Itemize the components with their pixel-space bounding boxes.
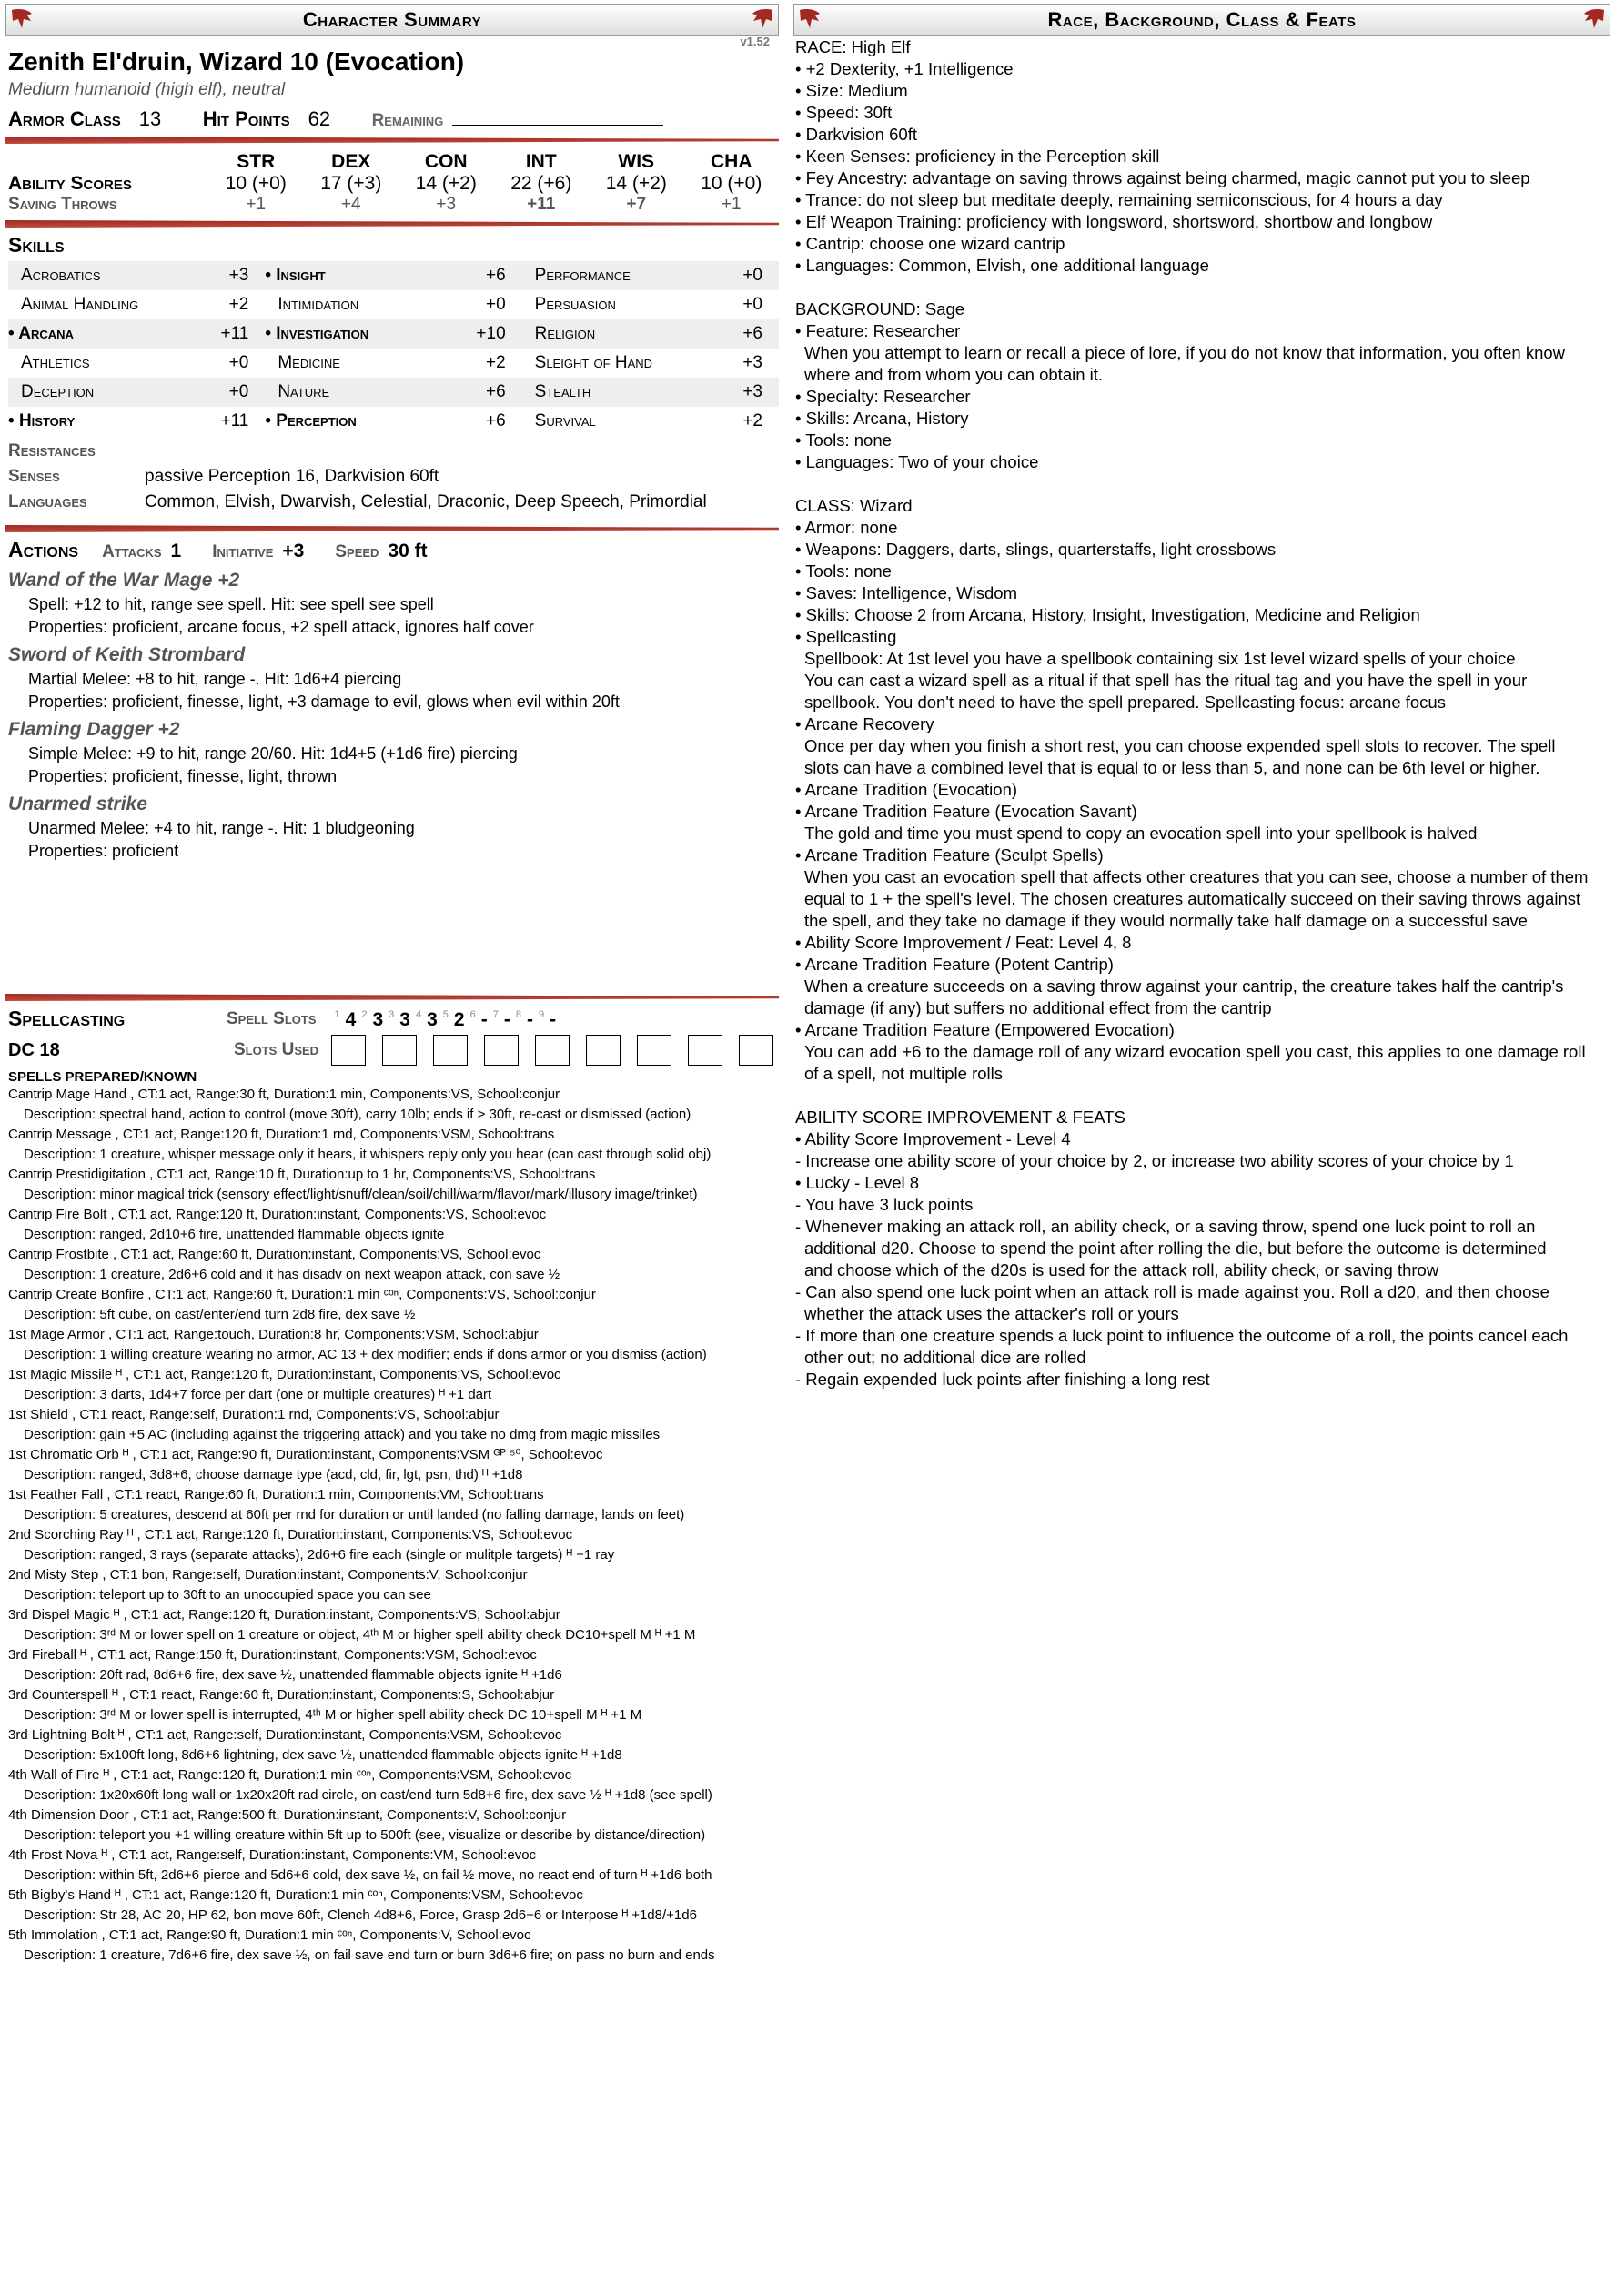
feature-line: • Feature: Researcher bbox=[795, 321, 961, 340]
languages-label: Languages bbox=[8, 492, 87, 511]
languages-value: Common, Elvish, Dwarvish, Celestial, Draconic, Deep Speech, Primordial bbox=[145, 492, 707, 511]
ability-name: CON bbox=[424, 151, 468, 172]
divider bbox=[5, 137, 779, 144]
spell-description: Description: 5ft cube, on cast/enter/end turn 2d8 fire, dex save ½ bbox=[24, 1307, 416, 1322]
slot-used-checkbox[interactable] bbox=[586, 1035, 621, 1066]
spell-slot bbox=[416, 1007, 438, 1031]
slot-used-checkbox[interactable] bbox=[433, 1035, 468, 1066]
divider bbox=[5, 220, 779, 228]
languages-row bbox=[8, 492, 779, 512]
feature-line: • Arcane Tradition Feature (Empowered Evocation) bbox=[795, 1020, 1175, 1039]
divider bbox=[5, 525, 779, 532]
saving-throws-label: Saving Throws bbox=[8, 195, 117, 214]
ability-corner bbox=[8, 151, 208, 173]
spell-slot bbox=[361, 1007, 383, 1031]
feature-line: CLASS: Wizard bbox=[795, 496, 913, 515]
spell-description: Description: gain +5 AC (including against the triggering attack) and you take no dmg from magic missiles bbox=[24, 1427, 661, 1442]
spell-description: Description: 5 creatures, descend at 60ft per rnd for duration or until landed (no falling damage, lands on feet) bbox=[24, 1507, 685, 1522]
weapon-detail: Properties: proficient bbox=[28, 842, 179, 860]
spell-slot-level: 9 bbox=[538, 1009, 545, 1021]
spell-entry: 3rd Lightning Bolt ᴴ , CT:1 act, Range:self, Duration:instant, Components:VSM, School:evoc bbox=[8, 1727, 562, 1743]
skill-name: • History bbox=[8, 411, 210, 431]
feature-line: • Keen Senses: proficiency in the Perception skill bbox=[795, 147, 1160, 166]
weapon-detail: Properties: proficient, finesse, light, thrown bbox=[28, 767, 338, 785]
spell-slot bbox=[470, 1007, 488, 1031]
feature-line: • Weapons: Daggers, darts, slings, quarterstaffs, light crossbows bbox=[795, 540, 1277, 559]
spell-entry: 1st Feather Fall , CT:1 react, Range:60 ft, Duration:1 min, Components:VM, School:trans bbox=[8, 1487, 544, 1502]
weapon-detail: Properties: proficient, arcane focus, +2 spell attack, ignores half cover bbox=[28, 618, 534, 636]
spell-entry: 3rd Dispel Magic ᴴ , CT:1 act, Range:120 ft, Duration:instant, Components:VS, School:abjur bbox=[8, 1607, 560, 1623]
skill-value: +3 bbox=[742, 382, 762, 401]
ability-score: 10 (+0) bbox=[701, 173, 762, 194]
skill-row bbox=[8, 378, 779, 407]
spell-description: Description: 3ʳᵈ M or lower spell is interrupted, 4ᵗʰ M or higher spell ability check DC 10+spell M ᴴ +1 M bbox=[24, 1707, 642, 1723]
skill-value: +0 bbox=[742, 266, 762, 285]
ability-score: 10 (+0) bbox=[225, 173, 287, 194]
feature-line: damage (if any) but suffers no additional effect from the cantrip bbox=[804, 998, 1272, 1017]
spell-description: Description: 20ft rad, 8d6+6 fire, dex save ½, unattended flammable objects ignite ᴴ +1d6 bbox=[24, 1667, 562, 1683]
spell-entry: 1st Mage Armor , CT:1 act, Range:touch, Duration:8 hr, Components:VSM, School:abjur bbox=[8, 1327, 539, 1342]
feature-line: Once per day when you finish a short rest, you can choose expended spell slots to recover. The spell bbox=[804, 736, 1556, 755]
feature-line: • Armor: none bbox=[795, 518, 898, 537]
ability-scores-label: Ability Scores bbox=[8, 173, 132, 194]
spell-slot-count: - bbox=[526, 1008, 533, 1030]
character-name: Zenith El'druin, Wizard 10 (Evocation) bbox=[8, 47, 465, 76]
feature-line: • Skills: Choose 2 from Arcana, History, Insight, Investigation, Medicine and Religion bbox=[795, 605, 1420, 624]
skill-value: +0 bbox=[228, 353, 249, 372]
speed-value: 30 ft bbox=[388, 541, 428, 561]
ability-name: WIS bbox=[618, 151, 655, 172]
race-class-header bbox=[793, 4, 1610, 36]
spellcasting-header bbox=[8, 1006, 779, 1031]
prepared-heading: SPELLS PREPARED/KNOWN bbox=[8, 1069, 197, 1085]
spell-entry: 5th Bigby's Hand ᴴ , CT:1 act, Range:120 ft, Duration:1 min ᶜᵒⁿ, Components:VSM, School:evoc bbox=[8, 1887, 583, 1903]
spell-description: Description: within 5ft, 2d6+6 pierce and 5d6+6 cold, dex save ½, on fail ½ move, no react end of turn ᴴ +1d6 both bbox=[24, 1867, 712, 1883]
skill-value: +3 bbox=[742, 353, 762, 372]
slot-used-checkbox[interactable] bbox=[739, 1035, 773, 1066]
spell-description: Description: spectral hand, action to control (move 30ft), carry 10lb; ends if > 30ft, re-cast or dismissed (action) bbox=[24, 1107, 691, 1122]
spell-slot bbox=[493, 1007, 510, 1031]
character-subtitle: Medium humanoid (high elf), neutral bbox=[8, 80, 286, 99]
spell-slot bbox=[539, 1007, 556, 1031]
skill-value: +2 bbox=[485, 353, 506, 372]
feature-line: • Languages: Two of your choice bbox=[795, 452, 1039, 471]
feature-line: • Lucky - Level 8 bbox=[795, 1173, 920, 1192]
feature-line: • Tools: none bbox=[795, 561, 892, 581]
skill-row bbox=[8, 290, 779, 319]
race-class-column bbox=[793, 0, 1610, 1391]
hp-label: Hit Points bbox=[202, 107, 290, 130]
spell-slot bbox=[389, 1007, 410, 1031]
feature-line: When a creature succeeds on a saving throw against your cantrip, the creature takes half the cantrip's bbox=[804, 976, 1564, 996]
spellcasting-heading: Spellcasting bbox=[8, 1006, 126, 1030]
character-summary-column bbox=[5, 0, 779, 1966]
feature-line: • Arcane Tradition (Evocation) bbox=[795, 780, 1018, 799]
skill-value: +6 bbox=[485, 382, 506, 401]
ability-score: 14 (+2) bbox=[605, 173, 667, 194]
feature-line: other out; no additional dice are rolled bbox=[804, 1348, 1086, 1367]
feature-line: • Trance: do not sleep but meditate deeply, remaining semiconscious, for 4 hours a day bbox=[795, 190, 1443, 209]
spell-entry: 3rd Fireball ᴴ , CT:1 act, Range:150 ft, Duration:instant, Components:VSM, School:evoc bbox=[8, 1647, 537, 1663]
spell-entry: 4th Frost Nova ᴴ , CT:1 act, Range:self, Duration:instant, Components:VM, School:evoc bbox=[8, 1847, 537, 1863]
skill-value: +6 bbox=[742, 324, 762, 343]
skill-value: +2 bbox=[228, 295, 249, 314]
skill-name: Religion bbox=[534, 324, 596, 343]
skill-value: +10 bbox=[476, 324, 506, 343]
feature-line: additional d20. Choose to spend the point after rolling the die, but before the outcome is determined bbox=[804, 1239, 1547, 1258]
skill-name: • Perception bbox=[265, 411, 467, 431]
weapon-detail: Martial Melee: +8 to hit, range -. Hit: 1d6+4 piercing bbox=[28, 670, 402, 688]
feature-line: - Whenever making an attack roll, an ability check, or a saving throw, spend one luck point to roll an bbox=[795, 1217, 1536, 1236]
feature-line: - If more than one creature spends a luck point to influence the outcome of a roll, the points cancel each bbox=[795, 1326, 1569, 1345]
ac-label: Armor Class bbox=[8, 107, 121, 130]
feature-line: and choose which of the d20s is used for the attack roll, ability check, or saving throw bbox=[804, 1260, 1439, 1279]
feature-line: where and from whom you can obtain it. bbox=[804, 365, 1104, 384]
spell-entry: 4th Wall of Fire ᴴ , CT:1 act, Range:120 ft, Duration:1 min ᶜᵒⁿ, Components:VSM, School:evoc bbox=[8, 1767, 572, 1783]
spell-description: Description: ranged, 3 rays (separate attacks), 2d6+6 fire each (single or mulitple targets) ᴴ +1 ray bbox=[24, 1547, 615, 1563]
feature-line: spellbook. You don't need to have the spell prepared. Spellcasting focus: arcane focus bbox=[804, 693, 1446, 712]
skill-name: Intimidation bbox=[278, 295, 359, 314]
skill-name: Survival bbox=[534, 411, 596, 430]
spell-description: Description: ranged, 3d8+6, choose damage type (acd, cld, fir, lgt, psn, thd) ᴴ +1d8 bbox=[24, 1467, 523, 1482]
skill-value: +0 bbox=[228, 382, 249, 401]
weapon-detail: Unarmed Melee: +4 to hit, range -. Hit: 1 bludgeoning bbox=[28, 819, 415, 837]
spell-entry: 4th Dimension Door , CT:1 act, Range:500 ft, Duration:instant, Components:V, School:conjur bbox=[8, 1807, 567, 1823]
skill-name: Athletics bbox=[21, 353, 90, 372]
spells-list bbox=[5, 1085, 779, 1966]
feature-line: • Ability Score Improvement - Level 4 bbox=[795, 1129, 1071, 1148]
spell-slot-level: 1 bbox=[334, 1009, 340, 1021]
spell-slot-count: 2 bbox=[453, 1008, 465, 1030]
ability-name: INT bbox=[525, 151, 557, 172]
weapon-detail: Simple Melee: +9 to hit, range 20/60. Hit: 1d4+5 (+1d6 fire) piercing bbox=[28, 744, 518, 763]
weapon-detail: Properties: proficient, finesse, light, +3 damage to evil, glows when evil within 20ft bbox=[28, 693, 620, 711]
feature-line: The gold and time you must spend to copy an evocation spell into your spellbook is halved bbox=[804, 824, 1478, 843]
senses-row bbox=[8, 467, 779, 487]
feature-line: Spellbook: At 1st level you have a spellbook containing six 1st level wizard spells of your choice bbox=[804, 649, 1516, 668]
dragon-logo-icon bbox=[750, 6, 775, 32]
spell-entry: 1st Chromatic Orb ᴴ , CT:1 act, Range:90 ft, Duration:instant, Components:VSM ᴳᴾ ⁵⁰, School:evoc bbox=[8, 1447, 603, 1462]
skill-name: Persuasion bbox=[534, 295, 616, 314]
skills-table bbox=[8, 261, 779, 436]
spell-description: Description: Str 28, AC 20, HP 62, bon move 60ft, Clench 4d8+6, Force, Grasp 2d6+6 or Interpose ᴴ +1d8/+1d6 bbox=[24, 1907, 697, 1923]
remaining-hp-field[interactable] bbox=[452, 108, 663, 126]
weapon-name: Flaming Dagger +2 bbox=[8, 719, 180, 740]
spell-slot-count: 3 bbox=[427, 1008, 438, 1030]
feature-line: • Arcane Recovery bbox=[795, 714, 934, 733]
spell-description: Description: 5x100ft long, 8d6+6 lightning, dex save ½, unattended flammable objects ignite ᴴ +1d8 bbox=[24, 1747, 622, 1763]
ability-score: 14 (+2) bbox=[415, 173, 477, 194]
skill-value: +0 bbox=[742, 295, 762, 314]
slots-used-boxes bbox=[315, 1035, 773, 1066]
feature-line: You can cast a wizard spell as a ritual if that spell has the ritual tag and you have the spell in your bbox=[804, 671, 1528, 690]
spell-slot-level: 2 bbox=[361, 1009, 368, 1021]
spell-entry: Cantrip Frostbite , CT:1 act, Range:60 ft, Duration:instant, Components:VS, School:evoc bbox=[8, 1247, 541, 1262]
hp-value: 62 bbox=[308, 107, 331, 130]
slot-used-checkbox[interactable] bbox=[637, 1035, 671, 1066]
saving-throw: +1 bbox=[246, 195, 267, 214]
feature-line: • Languages: Common, Elvish, one additional language bbox=[795, 256, 1209, 275]
weapon-name: Sword of Keith Strombard bbox=[8, 644, 246, 665]
skill-name: • Investigation bbox=[265, 324, 467, 344]
feature-line: When you cast an evocation spell that affects other creatures that you can see, choose a number of them bbox=[804, 867, 1589, 886]
feature-line: • Arcane Tradition Feature (Sculpt Spells) bbox=[795, 845, 1104, 865]
spell-description: Description: 3 darts, 1d4+7 force per dart (one or multiple creatures) ᴴ +1 dart bbox=[24, 1387, 492, 1402]
spell-slot-count: - bbox=[480, 1008, 488, 1030]
weapon-name: Wand of the War Mage +2 bbox=[8, 570, 240, 591]
spell-description: Description: teleport up to 30ft to an unoccupied space you can see bbox=[24, 1587, 431, 1603]
feature-line: When you attempt to learn or recall a piece of lore, if you do not know that information, you often know bbox=[804, 343, 1566, 362]
skill-row bbox=[8, 319, 779, 349]
initiative-value: +3 bbox=[282, 541, 305, 561]
spell-description: Description: 1 creature, 2d6+6 cold and it has disadv on next weapon attack, con save ½ bbox=[24, 1267, 560, 1282]
skill-name: Medicine bbox=[278, 353, 340, 372]
skill-value: +0 bbox=[485, 295, 506, 314]
feature-line: • Skills: Arcana, History bbox=[795, 409, 969, 428]
actions-heading: Actions bbox=[8, 538, 79, 561]
slots-used-row bbox=[8, 1035, 779, 1066]
feature-line: - You have 3 luck points bbox=[795, 1195, 974, 1214]
skill-name: • Insight bbox=[265, 266, 467, 286]
spell-description: Description: minor magical trick (sensory effect/light/snuff/clean/soil/chill/warm/flavor/mark/illusory image/trinket) bbox=[24, 1187, 698, 1202]
attacks-value: 1 bbox=[170, 541, 182, 561]
spell-slot-count: 3 bbox=[399, 1008, 410, 1030]
ability-name: DEX bbox=[331, 151, 371, 172]
spell-slot-level: 6 bbox=[469, 1009, 476, 1021]
skill-value: +6 bbox=[485, 266, 506, 285]
spell-description: Description: teleport you +1 willing creature within 5ft up to 500ft (see, visualize or describe by distance/direction) bbox=[24, 1827, 706, 1843]
feature-line: - Regain expended luck points after finishing a long rest bbox=[795, 1370, 1210, 1389]
resistances-row bbox=[8, 441, 779, 461]
feature-line: equal to 1 + the spell's level. The chosen creatures automatically succeed on their saving throws against bbox=[804, 889, 1581, 908]
skill-value: +11 bbox=[220, 411, 249, 430]
resistances-label: Resistances bbox=[8, 441, 96, 460]
spell-description: Description: 1 creature, 7d6+6 fire, dex save ½, on fail save end turn or burn 3d6+6 fire; on pass no burn and ends bbox=[24, 1947, 715, 1963]
race-class-title: Race, Background, Class & Feats bbox=[1047, 8, 1357, 31]
version-label: v1.52 bbox=[740, 35, 770, 48]
skill-name: Nature bbox=[278, 382, 330, 401]
feature-line: • Speed: 30ft bbox=[795, 103, 893, 122]
remaining-label: Remaining bbox=[371, 111, 444, 130]
saving-throw: +7 bbox=[626, 195, 647, 214]
spell-entry: 3rd Counterspell ᴴ , CT:1 react, Range:60 ft, Duration:instant, Components:S, School:abjur bbox=[8, 1687, 555, 1703]
skill-value: +2 bbox=[742, 411, 762, 430]
feature-line: - Increase one ability score of your choice by 2, or increase two ability scores of your choice by 1 bbox=[795, 1151, 1514, 1170]
character-summary-header bbox=[5, 4, 779, 36]
feature-line: slots can have a combined level that is equal to or less than 5, and none can be 6th level or higher. bbox=[804, 758, 1540, 777]
feature-line: whether the attack uses the attacker's roll or yours bbox=[804, 1304, 1179, 1323]
spell-description: Description: ranged, 2d10+6 fire, unattended flammable objects ignite bbox=[24, 1227, 445, 1242]
feature-line: • Specialty: Researcher bbox=[795, 387, 971, 406]
spell-entry: Cantrip Message , CT:1 act, Range:120 ft, Duration:1 rnd, Components:VSM, School:trans bbox=[8, 1127, 555, 1142]
skill-name: Stealth bbox=[534, 382, 591, 401]
spell-entry: 1st Shield , CT:1 react, Range:self, Duration:1 rnd, Components:VS, School:abjur bbox=[8, 1407, 500, 1422]
spell-entry: Cantrip Fire Bolt , CT:1 act, Range:120 ft, Duration:instant, Components:VS, School:evoc bbox=[8, 1207, 547, 1222]
feature-line: • Elf Weapon Training: proficiency with longsword, shortsword, shortbow and longbow bbox=[795, 212, 1433, 231]
ac-hp-row bbox=[8, 107, 779, 131]
spell-slot-level: 8 bbox=[515, 1009, 521, 1021]
attacks-label: Attacks bbox=[102, 542, 162, 561]
spell-description: Description: 1 willing creature wearing no armor, AC 13 + dex modifier; ends if dons armor or you dismiss (action) bbox=[24, 1347, 707, 1362]
spell-entry: 2nd Scorching Ray ᴴ , CT:1 act, Range:120 ft, Duration:instant, Components:VS, School:evoc bbox=[8, 1527, 573, 1542]
skill-name: • Arcana bbox=[8, 324, 210, 344]
feature-line: • Cantrip: choose one wizard cantrip bbox=[795, 234, 1065, 253]
feature-line: • Arcane Tradition Feature (Potent Cantrip) bbox=[795, 955, 1114, 974]
feature-line: RACE: High Elf bbox=[795, 37, 911, 56]
spell-slot-count: - bbox=[503, 1008, 510, 1030]
skills-heading: Skills bbox=[8, 233, 65, 257]
skill-name: Acrobatics bbox=[21, 266, 101, 285]
spell-slot-count: - bbox=[550, 1008, 557, 1030]
feature-line: • Fey Ancestry: advantage on saving throws against being charmed, magic cannot put you to sleep bbox=[795, 168, 1530, 187]
feature-line: • Ability Score Improvement / Feat: Level 4, 8 bbox=[795, 933, 1132, 952]
spell-slot bbox=[335, 1007, 357, 1031]
spell-entry: 5th Immolation , CT:1 act, Range:90 ft, Duration:1 min ᶜᵒⁿ, Components:V, School:evoc bbox=[8, 1927, 531, 1943]
summary-title: Character Summary bbox=[302, 8, 482, 31]
spell-slot-level: 3 bbox=[389, 1009, 395, 1021]
feature-line: • +2 Dexterity, +1 Intelligence bbox=[795, 59, 1014, 78]
spell-entry: Cantrip Prestidigitation , CT:1 act, Range:10 ft, Duration:up to 1 hr, Components:VS, School:trans bbox=[8, 1167, 596, 1182]
weapon-detail: Spell: +12 to hit, range see spell. Hit: see spell see spell bbox=[28, 595, 434, 613]
feature-line: ABILITY SCORE IMPROVEMENT & FEATS bbox=[795, 1108, 1125, 1127]
slot-used-checkbox[interactable] bbox=[535, 1035, 570, 1066]
spell-dc: DC 18 bbox=[8, 1039, 60, 1060]
skill-value: +3 bbox=[228, 266, 249, 285]
spell-slot-count: 3 bbox=[372, 1008, 384, 1030]
weapon-name: Unarmed strike bbox=[8, 794, 147, 814]
saving-throw: +3 bbox=[436, 195, 457, 214]
skill-value: +6 bbox=[485, 411, 506, 430]
feature-line: of a spell, not multiple rolls bbox=[804, 1064, 1003, 1083]
feature-line: the spell, and they take no damage if they would normally take half damage on a successful save bbox=[804, 911, 1528, 930]
spell-description: Description: 1 creature, whisper message only it hears, it whispers reply only you hear (can cast through solid obj) bbox=[24, 1147, 712, 1162]
ability-score: 17 (+3) bbox=[320, 173, 382, 194]
features-list bbox=[793, 36, 1610, 1391]
spell-entry: 1st Magic Missile ᴴ , CT:1 act, Range:120 ft, Duration:instant, Components:VS, School:evoc bbox=[8, 1367, 561, 1382]
feature-line: • Saves: Intelligence, Wisdom bbox=[795, 583, 1017, 602]
feature-line: • Darkvision 60ft bbox=[795, 125, 917, 144]
ability-scores-table bbox=[8, 151, 779, 215]
spell-slot-level: 5 bbox=[442, 1009, 449, 1021]
spell-description: Description: 3ʳᵈ M or lower spell on 1 creature or object, 4ᵗʰ M or higher spell ability check DC10+spell M ᴴ +1 M bbox=[24, 1627, 696, 1643]
ac-value: 13 bbox=[138, 107, 162, 130]
spell-entry: Cantrip Mage Hand , CT:1 act, Range:30 ft, Duration:1 min, Components:VS, School:conjur bbox=[8, 1087, 560, 1102]
senses-label: Senses bbox=[8, 467, 60, 486]
spell-slots-label: Spell Slots bbox=[227, 1008, 317, 1028]
skill-name: Sleight of Hand bbox=[534, 353, 653, 372]
ability-score: 22 (+6) bbox=[510, 173, 572, 194]
skill-name: Performance bbox=[534, 266, 631, 285]
feature-line: - Can also spend one luck point when an attack roll is made against you. Roll a d20, and then choose bbox=[795, 1282, 1549, 1301]
skill-name: Deception bbox=[21, 382, 95, 401]
feature-line: • Spellcasting bbox=[795, 627, 897, 646]
slot-used-checkbox[interactable] bbox=[484, 1035, 519, 1066]
slot-used-checkbox[interactable] bbox=[331, 1035, 366, 1066]
feature-line: • Tools: none bbox=[795, 430, 892, 450]
dragon-logo-icon bbox=[9, 6, 35, 32]
feature-line: BACKGROUND: Sage bbox=[795, 299, 965, 319]
skill-row bbox=[8, 349, 779, 378]
initiative-label: Initiative bbox=[212, 542, 274, 561]
feature-line: • Size: Medium bbox=[795, 81, 908, 100]
spell-slot-level: 4 bbox=[415, 1009, 422, 1021]
slot-used-checkbox[interactable] bbox=[382, 1035, 417, 1066]
senses-value: passive Perception 16, Darkvision 60ft bbox=[145, 467, 439, 486]
ability-name: STR bbox=[237, 151, 276, 172]
saving-throw: +11 bbox=[527, 195, 556, 214]
spell-slot-level: 7 bbox=[492, 1009, 499, 1021]
dragon-logo-icon bbox=[1581, 6, 1607, 32]
actions-row bbox=[8, 538, 779, 562]
saving-throw: +1 bbox=[721, 195, 742, 214]
spell-slot bbox=[443, 1007, 465, 1031]
spell-slot-count: 4 bbox=[345, 1008, 357, 1030]
speed-label: Speed bbox=[335, 542, 379, 561]
ability-name: CHA bbox=[711, 151, 752, 172]
slots-used-label: Slots Used bbox=[234, 1040, 319, 1059]
slot-used-checkbox[interactable] bbox=[688, 1035, 722, 1066]
feature-line: • Arcane Tradition Feature (Evocation Savant) bbox=[795, 802, 1137, 821]
spell-description: Description: 1x20x60ft long wall or 1x20x20ft rad circle, on cast/end turn 5d8+6 fire, dex save ½ ᴴ +1d8 (see spell) bbox=[24, 1787, 712, 1803]
spell-entry: 2nd Misty Step , CT:1 bon, Range:self, Duration:instant, Components:V, School:conjur bbox=[8, 1567, 528, 1583]
dragon-logo-icon bbox=[797, 6, 823, 32]
skill-row bbox=[8, 407, 779, 436]
spell-entry: Cantrip Create Bonfire , CT:1 act, Range:60 ft, Duration:1 min ᶜᵒⁿ, Components:VS, School:conjur bbox=[8, 1287, 596, 1302]
saving-throw: +4 bbox=[340, 195, 361, 214]
skill-value: +11 bbox=[220, 324, 249, 343]
divider bbox=[5, 994, 779, 1001]
weapons-list bbox=[5, 570, 779, 988]
spell-slots bbox=[335, 1007, 557, 1031]
feature-line: You can add +6 to the damage roll of any wizard evocation spell you cast, this applies to one damage roll bbox=[804, 1042, 1586, 1061]
skill-row bbox=[8, 261, 779, 290]
skill-name: Animal Handling bbox=[21, 295, 139, 314]
spell-slot bbox=[516, 1007, 533, 1031]
